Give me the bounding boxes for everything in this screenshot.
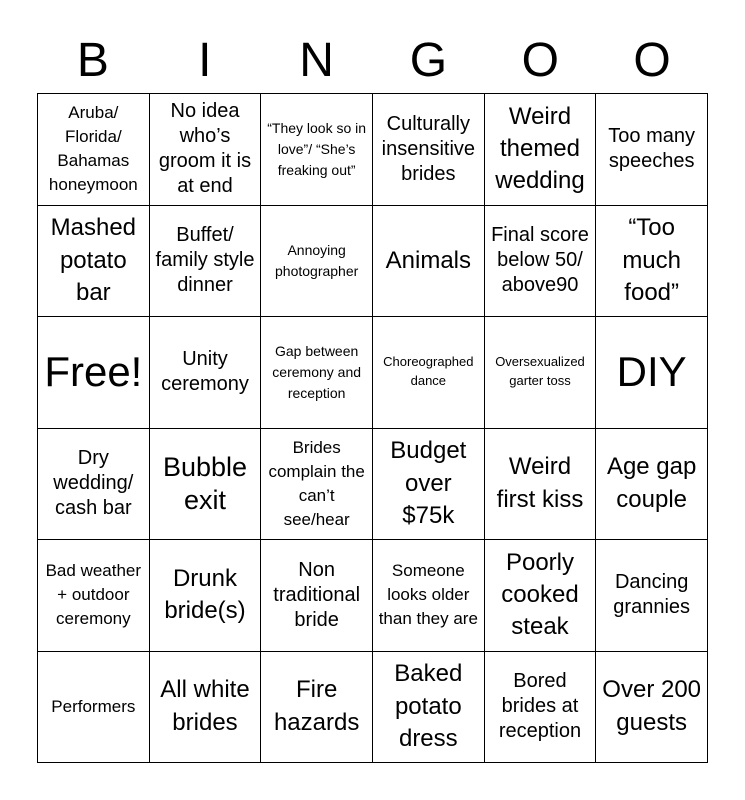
cell-text: Over 200 guests (602, 676, 702, 736)
cell-text: Weird first kiss (496, 453, 584, 513)
bingo-cell[interactable] (373, 540, 485, 652)
bingo-board (37, 93, 708, 763)
bingo-cell[interactable] (373, 652, 485, 764)
cell-text: Annoying photographer (275, 241, 359, 279)
cell-text: Animals (385, 246, 471, 274)
bingo-cell[interactable] (485, 206, 597, 318)
cell-text: Bad weather + outdoor ceremony (45, 561, 142, 629)
bingo-cell[interactable] (261, 652, 373, 764)
cell-text: Final score below 50/ above90 (491, 224, 589, 297)
bingo-cell[interactable] (261, 206, 373, 318)
cell-text: Dry wedding/ cash bar (53, 447, 134, 520)
cell-text: All white brides (160, 676, 250, 736)
cell-text: Someone looks older than they are (378, 561, 478, 629)
header-letter-o: O (521, 34, 559, 87)
bingo-cell[interactable] (261, 540, 373, 652)
bingo-cell[interactable] (596, 540, 708, 652)
bingo-cell[interactable] (150, 206, 262, 318)
cell-text: Budget over $75k (390, 437, 467, 529)
bingo-cell[interactable] (373, 94, 485, 206)
bingo-cell[interactable] (485, 652, 597, 764)
cell-text: Too many speeches (608, 125, 696, 173)
cell-text: Culturally insensitive brides (381, 112, 476, 185)
bingo-cell[interactable] (596, 206, 708, 318)
cell-text: Baked potato dress (394, 660, 463, 752)
header-letter-g: G (409, 34, 448, 87)
cell-text: Age gap couple (606, 453, 697, 513)
cell-text: No idea who’s groom it is at end (158, 100, 252, 198)
cell-text: Brides complain the can’t see/hear (268, 437, 365, 529)
cell-text: Unity ceremony (161, 348, 249, 396)
bingo-cell[interactable] (261, 317, 373, 429)
bingo-cell[interactable] (38, 429, 150, 541)
bingo-cell-free[interactable] (38, 317, 150, 429)
bingo-cell[interactable] (373, 429, 485, 541)
bingo-cell[interactable] (150, 652, 262, 764)
bingo-cell[interactable] (38, 94, 150, 206)
bingo-cell[interactable] (150, 94, 262, 206)
cell-text: “They look so in love”/ “She’s freaking out” (267, 119, 367, 178)
bingo-cell[interactable] (38, 540, 150, 652)
bingo-cell[interactable] (150, 540, 262, 652)
bingo-header (37, 30, 708, 92)
cell-text: Oversexualized garter toss (495, 354, 585, 389)
cell-text: DIY (616, 348, 687, 396)
cell-text: Aruba/ Florida/ Bahamas honeymoon (48, 103, 138, 195)
cell-text: Performers (51, 696, 136, 716)
cell-text: Non traditional bride (273, 558, 361, 631)
cell-text: Weird themed wedding (495, 102, 585, 195)
bingo-cell[interactable] (485, 429, 597, 541)
bingo-cell[interactable] (596, 94, 708, 206)
cell-text: Bubble exit (162, 452, 248, 515)
bingo-cell[interactable] (38, 652, 150, 764)
bingo-cell[interactable] (261, 94, 373, 206)
header-letter-o-2: O (633, 34, 671, 87)
bingo-cell[interactable] (150, 429, 262, 541)
bingo-cell[interactable] (596, 429, 708, 541)
bingo-cell[interactable] (485, 94, 597, 206)
bingo-cell[interactable] (373, 317, 485, 429)
header-letter-i: I (198, 34, 212, 87)
bingo-cell[interactable] (373, 206, 485, 318)
header-letter-b: B (76, 34, 109, 87)
cell-text: Poorly cooked steak (501, 548, 579, 641)
bingo-cell[interactable] (261, 429, 373, 541)
cell-text: Buffet/ family style dinner (155, 224, 255, 297)
header-letter-n: N (299, 34, 334, 87)
cell-text: Bored brides at reception (498, 670, 582, 743)
cell-text: Free! (44, 348, 143, 396)
bingo-cell[interactable] (596, 652, 708, 764)
cell-text: Drunk bride(s) (164, 564, 246, 625)
cell-text: “Too much food” (622, 214, 681, 306)
cell-text: Choreographed dance (383, 354, 474, 389)
cell-text: Fire hazards (273, 676, 360, 736)
bingo-cell[interactable] (485, 540, 597, 652)
bingo-cell[interactable] (596, 317, 708, 429)
bingo-cell[interactable] (150, 317, 262, 429)
cell-text: Mashed potato bar (50, 214, 137, 306)
bingo-cell[interactable] (38, 206, 150, 318)
bingo-cell[interactable] (485, 317, 597, 429)
cell-text: Dancing grannies (613, 571, 691, 619)
cell-text: Gap between ceremony and reception (272, 342, 362, 401)
